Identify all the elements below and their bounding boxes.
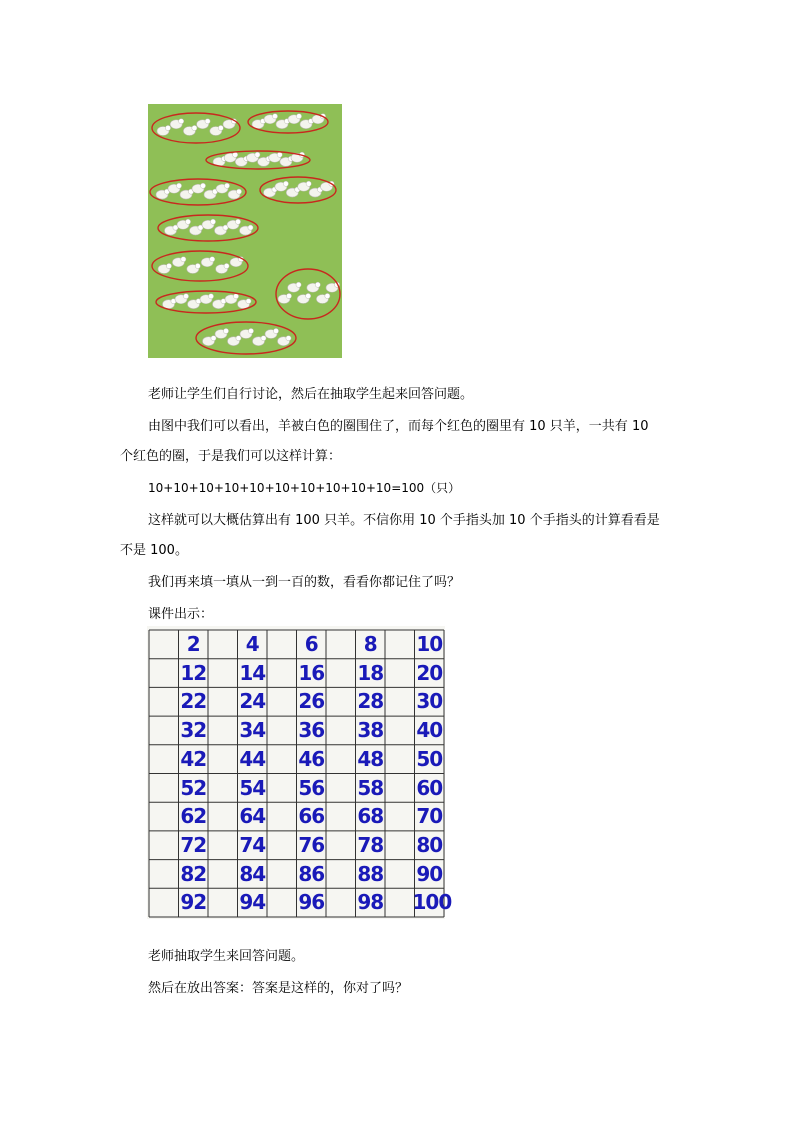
grid-number: 92 xyxy=(180,890,207,915)
sheep-head xyxy=(246,299,251,304)
sheep-head xyxy=(325,293,330,298)
sheep-head xyxy=(179,119,184,124)
sheep-head xyxy=(236,336,241,341)
grid-number: 58 xyxy=(357,775,384,800)
grid-number: 94 xyxy=(239,890,266,915)
grid-number: 64 xyxy=(239,804,266,829)
sheep-head xyxy=(283,181,288,186)
sheep-head xyxy=(195,263,200,268)
sheep-head xyxy=(210,257,215,262)
grid-number: 90 xyxy=(416,861,443,886)
grid-number: 82 xyxy=(180,861,207,886)
sheep-head xyxy=(272,114,277,119)
grid-number: 10 xyxy=(416,632,443,656)
grid-number: 60 xyxy=(416,775,443,800)
sheep-head xyxy=(233,152,238,157)
grid-number: 32 xyxy=(180,718,207,743)
grid-number: 76 xyxy=(298,832,325,857)
sheep-head xyxy=(208,294,213,299)
grid-number: 74 xyxy=(239,832,266,857)
grid-number: 8 xyxy=(363,632,377,656)
sheep-head xyxy=(218,125,223,130)
grid-number: 22 xyxy=(180,689,207,714)
grid-number: 34 xyxy=(239,718,266,743)
sheep-head xyxy=(296,282,301,287)
sheep-head xyxy=(248,328,253,333)
sheep-head xyxy=(296,114,301,119)
grid-number: 46 xyxy=(298,746,325,771)
sheep-field xyxy=(148,104,342,358)
paragraph-explanation-line1: 由图中我们可以看出，羊被白色的圈围住了，而每个红色的圈里有 10 只羊，一共有 10 xyxy=(148,419,649,434)
sheep-illustration xyxy=(148,104,342,358)
grid-number: 100 xyxy=(412,890,452,915)
sheep-head xyxy=(306,181,311,186)
sheep-head xyxy=(205,119,210,124)
paragraph-discussion: 老师让学生们自行讨论，然后在抽取学生起来回答问题。 xyxy=(148,387,474,402)
sheep-head xyxy=(235,219,240,224)
sheep-head xyxy=(255,152,260,157)
grid-number: 48 xyxy=(357,746,384,771)
grid-number: 6 xyxy=(304,632,318,656)
grid-number: 62 xyxy=(180,804,207,829)
grid-number: 66 xyxy=(298,804,325,829)
grid-number: 68 xyxy=(357,804,384,829)
sheep-head xyxy=(277,152,282,157)
sheep-head xyxy=(165,125,170,130)
sheep-head xyxy=(176,183,181,188)
grid-number: 12 xyxy=(180,660,207,685)
paragraph-estimate-line1: 这样就可以大概估算出有 100 只羊。不信你用 10 个手指头加 10 个手指头的计算看看是 xyxy=(148,513,660,528)
grid-number: 30 xyxy=(416,689,443,714)
number-grid xyxy=(147,626,452,919)
grid-number: 28 xyxy=(357,689,384,714)
sheep-head xyxy=(286,336,291,341)
sheep-head xyxy=(192,125,197,130)
grid-number: 96 xyxy=(298,890,325,915)
grid-number: 4 xyxy=(245,632,259,656)
sheep-head xyxy=(261,336,266,341)
grid-number: 56 xyxy=(298,775,325,800)
paragraph-answer-question: 老师抽取学生来回答问题。 xyxy=(148,949,305,964)
sheep-head xyxy=(185,219,190,224)
grid-number: 50 xyxy=(416,746,443,771)
paragraph-show-answer: 然后在放出答案：答案是这样的，你对了吗？ xyxy=(148,981,409,996)
grid-number: 36 xyxy=(298,718,325,743)
sheep-head xyxy=(286,293,291,298)
grid-number: 16 xyxy=(298,660,325,685)
grid-number: 80 xyxy=(416,832,443,857)
grid-number: 88 xyxy=(357,861,384,886)
grid-number: 54 xyxy=(239,775,266,800)
sheep-head xyxy=(183,294,188,299)
grid-number: 18 xyxy=(357,660,384,685)
grid-number: 72 xyxy=(180,832,207,857)
sheep-head xyxy=(224,263,229,268)
equation: 10+10+10+10+10+10+10+10+10+10=100（只） xyxy=(148,481,461,495)
sheep-head xyxy=(166,263,171,268)
grid-number: 98 xyxy=(357,890,384,915)
sheep-head xyxy=(306,293,311,298)
paragraph-courseware: 课件出示： xyxy=(148,607,214,622)
sheep-head xyxy=(210,219,215,224)
grid-number: 52 xyxy=(180,775,207,800)
sheep-head xyxy=(223,328,228,333)
sheep-head xyxy=(200,183,205,188)
paragraph-fill-numbers: 我们再来填一填从一到一百的数，看看你都记住了吗？ xyxy=(148,575,461,590)
grid-number: 20 xyxy=(416,660,443,685)
grid-number: 14 xyxy=(239,660,266,685)
grid-number: 38 xyxy=(357,718,384,743)
sheep-head xyxy=(236,189,241,194)
grid-number: 40 xyxy=(416,718,443,743)
sheep-head xyxy=(273,328,278,333)
grid-number: 44 xyxy=(239,746,266,771)
grid-number: 86 xyxy=(298,861,325,886)
grid-number: 42 xyxy=(180,746,207,771)
grid-number: 78 xyxy=(357,832,384,857)
sheep-head xyxy=(181,257,186,262)
sheep-head xyxy=(233,294,238,299)
grid-number: 70 xyxy=(416,804,443,829)
grid-number: 2 xyxy=(186,632,200,656)
sheep-head xyxy=(248,225,253,230)
sheep-head xyxy=(224,183,229,188)
grid-number: 26 xyxy=(298,689,325,714)
grid-number: 24 xyxy=(239,689,266,714)
sheep-head xyxy=(315,282,320,287)
sheep-head xyxy=(211,336,216,341)
paragraph-estimate-line2: 不是 100。 xyxy=(120,543,188,558)
grid-number: 84 xyxy=(239,861,266,886)
paragraph-explanation-line2: 个红色的圈，于是我们可以这样计算： xyxy=(120,449,342,464)
